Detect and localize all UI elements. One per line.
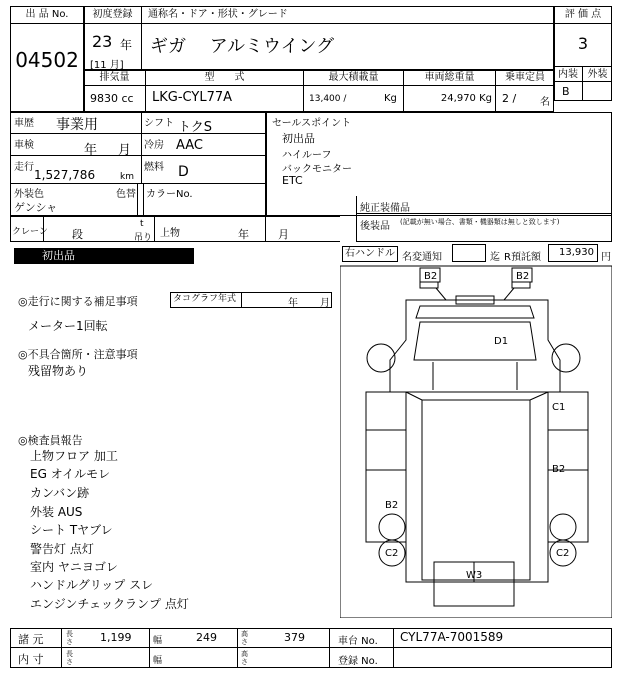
inspection-label: 車検 — [14, 140, 34, 151]
crane-step: 段 — [72, 228, 83, 241]
inspector-note: カンバン跡 — [30, 486, 90, 500]
ac-value: AAC — [176, 138, 203, 153]
diagram-mark: B2 — [516, 271, 530, 282]
color-change-label: 色替 — [116, 189, 136, 200]
shift-label: シフト — [144, 118, 174, 129]
chassis-label: 車台 No. — [338, 636, 378, 647]
tacho-label: タコグラフ年式 — [170, 292, 242, 308]
title-change-label: 名変通知 — [402, 252, 442, 263]
dims-label: 諸 元 — [18, 633, 44, 646]
diagram-mark: B2 — [385, 500, 399, 511]
capacity-unit: 名 — [540, 97, 550, 108]
score-label: 評 価 点 — [554, 6, 612, 24]
model-name-label: 通称名・ドア・形状・グレード — [142, 6, 554, 24]
title-change-box — [452, 244, 486, 262]
reg-year: 23 — [92, 32, 113, 51]
right-hand-box: 右ハンドル — [342, 246, 398, 262]
car-name: ギガ アルミウイング — [150, 36, 335, 57]
driving-title: ◎走行に関する補足事項 — [18, 295, 138, 308]
inspection-month-unit: 月 — [118, 143, 132, 158]
reg-label: 登録 No. — [338, 656, 378, 667]
inspector-note: 室内 ヤニヨゴレ — [30, 560, 118, 574]
body-label: 上物 — [160, 228, 180, 239]
first-reg-label: 初度登録 — [84, 6, 142, 24]
type-label: 型 式 — [146, 70, 304, 86]
front-wheel-right — [552, 344, 580, 372]
rear-bumper — [434, 582, 514, 606]
max-load-label: 最大積載量 — [304, 70, 404, 86]
exterior-grade — [583, 82, 612, 101]
max-load-value: 13,400 / — [309, 94, 347, 104]
diagram-frame — [340, 266, 612, 618]
length-value: 1,199 — [100, 631, 132, 644]
deadline-label: 迄 — [490, 252, 500, 263]
exterior-color-label: 外装色 — [14, 189, 44, 200]
sales-point: 初出品 — [282, 132, 315, 145]
mirror-stay-left — [436, 288, 446, 300]
mirror-stay-right — [504, 288, 514, 300]
inspector-note: エンジンチェックランプ 点灯 — [30, 597, 189, 611]
in-length-label: 長さ — [66, 650, 73, 666]
inspector-note: EG オイルモレ — [30, 467, 111, 481]
tacho-month: 月 — [320, 298, 330, 309]
inspection-year-unit: 年 — [84, 143, 98, 158]
height-label: 高さ — [241, 630, 248, 646]
type-value: LKG-CYL77A — [152, 90, 232, 105]
capacity-label: 乗車定員 — [496, 70, 554, 86]
width-value: 249 — [196, 631, 217, 644]
fuel-value: D — [178, 164, 189, 180]
defect-note: 残留物あり — [28, 364, 89, 378]
aftermarket-label: 後装品 — [360, 221, 390, 232]
crane-hang: 吊り — [134, 233, 153, 243]
diagram-mark: W3 — [466, 570, 483, 581]
inspector-note: 上物フロア 加工 — [30, 449, 118, 463]
diagram-mark: C2 — [556, 548, 570, 559]
sales-point: ETC — [282, 174, 303, 187]
cargo-edge — [530, 392, 548, 400]
ac-label: 冷房 — [144, 140, 164, 151]
width-label: 幅 — [153, 636, 163, 646]
capacity-value: 2 / — [502, 92, 517, 105]
recycle-unit: 円 — [601, 252, 611, 263]
crane-divider — [154, 216, 155, 242]
defect-title: ◎不具合箇所・注意事項 — [18, 348, 138, 361]
diagram-mark: D1 — [494, 336, 509, 347]
cab-body — [390, 300, 560, 392]
diagram-mark: B2 — [552, 464, 566, 475]
color-code-label: カラーNo. — [146, 189, 193, 200]
tacho-year: 年 — [288, 298, 298, 309]
cab-roof — [416, 306, 534, 318]
cargo-box — [406, 392, 548, 582]
exterior-label: 外装 — [583, 66, 612, 82]
lot-number: 04502 — [15, 48, 79, 72]
exterior-color-value: ゲンシャ — [14, 201, 58, 214]
mileage-label: 走行 — [14, 162, 34, 173]
in-width-label: 幅 — [153, 656, 163, 666]
color-no-col — [138, 184, 144, 216]
inspector-title: ◎検査員報告 — [18, 434, 83, 447]
mileage-value: 1,527,786 — [34, 168, 96, 182]
body-month: 月 — [278, 228, 289, 241]
shift-value: トクS — [178, 120, 212, 135]
sales-point: バックモニター — [282, 164, 352, 175]
rear-wheel-right — [550, 514, 576, 540]
history-value: 事業用 — [56, 117, 98, 133]
inspector-note: ハンドルグリップ スレ — [30, 578, 154, 592]
fuel-label: 燃料 — [144, 162, 164, 173]
gross-weight-value: 24,970 Kg — [440, 93, 492, 104]
front-wheel-left — [367, 344, 395, 372]
sales-point: ハイルーフ — [282, 150, 332, 161]
internal-label: 内 寸 — [18, 653, 44, 666]
footer-width-col — [150, 628, 238, 668]
gross-weight-label: 車両総重量 — [404, 70, 496, 86]
mileage-unit: km — [120, 172, 134, 182]
body-year: 年 — [238, 228, 249, 241]
recycle-label: R預託額 — [504, 252, 541, 263]
score-value: 3 — [577, 34, 589, 53]
lot-label: 出 品 No. — [10, 6, 84, 24]
in-height-label: 高さ — [241, 650, 248, 666]
history-label: 車歴 — [14, 118, 34, 129]
truck-diagram — [340, 262, 612, 618]
crane-ton: t — [140, 219, 144, 229]
cargo-edge — [406, 392, 422, 400]
length-label: 長さ — [66, 630, 73, 646]
inspector-note: 外装 AUS — [30, 505, 83, 519]
windshield — [414, 322, 536, 360]
driving-note: メーター1回転 — [28, 319, 108, 333]
reg-month: [11 月] — [90, 60, 124, 71]
diagram-mark: C2 — [385, 548, 399, 559]
sales-label: セールスポイント — [272, 118, 352, 129]
max-load-unit: Kg — [384, 93, 397, 104]
crane-label: クレーン — [12, 227, 48, 237]
chassis-value: CYL77A-7001589 — [400, 630, 504, 644]
interior-label: 内装 — [554, 66, 583, 82]
inspector-note: シート Tヤブレ — [30, 523, 113, 537]
inspector-note: 警告灯 点灯 — [30, 542, 94, 556]
genuine-label: 純正装備品 — [360, 203, 410, 214]
side-panel-left — [366, 392, 406, 542]
aftermarket-note: (記載が無い場合、書類・機器類は無しと致します) — [400, 218, 560, 226]
diagram-mark: B2 — [424, 271, 438, 282]
height-value: 379 — [284, 631, 305, 644]
diagram-mark: C1 — [552, 402, 566, 413]
recycle-value: 13,930 — [548, 244, 598, 262]
displacement-value: 9830 cc — [90, 92, 134, 105]
first-listing-banner: 初出品 — [14, 248, 194, 264]
interior-grade: B — [554, 82, 583, 101]
cargo-floor — [422, 400, 530, 580]
rear-wheel-left — [379, 514, 405, 540]
reg-year-unit: 年 — [120, 38, 133, 52]
displacement-label: 排気量 — [84, 70, 146, 86]
